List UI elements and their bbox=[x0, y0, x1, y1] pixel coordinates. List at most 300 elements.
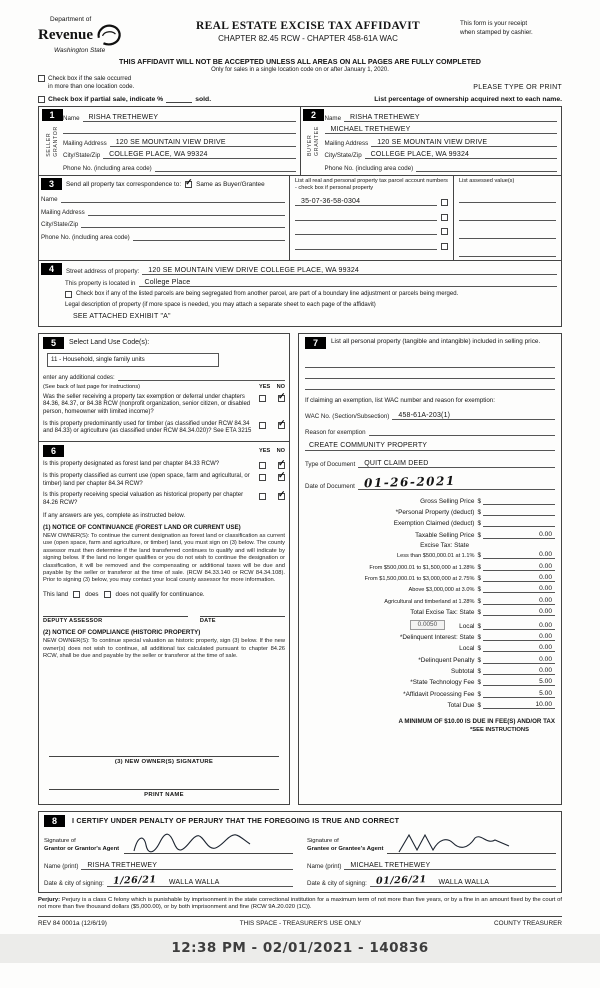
personal-property-line-2[interactable] bbox=[305, 368, 555, 379]
state-technology-fee-field[interactable]: 5.00 bbox=[483, 678, 555, 686]
buyer-name2-value: MICHAEL TRETHEWEY bbox=[330, 126, 411, 134]
financial-rows bbox=[305, 497, 555, 713]
parcel-3-personal-checkbox[interactable] bbox=[441, 228, 448, 235]
taxable-selling-field[interactable]: 0.00 bbox=[483, 531, 555, 539]
taxable-selling-label: Taxable Selling Price bbox=[415, 531, 475, 539]
parcel-row-3 bbox=[295, 226, 448, 235]
parcel-1-value: 35-07-36-58-0304 bbox=[301, 198, 361, 206]
grantor-date-field[interactable] bbox=[107, 875, 163, 887]
total-excise-label: Total Excise Tax: State bbox=[410, 609, 475, 617]
located-in-field[interactable] bbox=[139, 278, 557, 287]
corr-mailing-field[interactable] bbox=[88, 207, 285, 216]
grantor-date-city-label: Date & city of signing: bbox=[44, 879, 104, 887]
print-name-field[interactable] bbox=[49, 780, 279, 790]
doc-date-label: Date of Document bbox=[305, 482, 355, 490]
section-5-header bbox=[43, 337, 285, 349]
buyer-name-field[interactable] bbox=[344, 113, 557, 122]
grantee-name-print-field[interactable] bbox=[344, 861, 556, 870]
assessed-4-field[interactable] bbox=[459, 248, 556, 257]
delinquent-penalty-row bbox=[305, 656, 555, 664]
grantee-name-print-value: MICHAEL TRETHEWEY bbox=[350, 861, 431, 869]
local-rate-box: 0.0050 bbox=[410, 620, 446, 630]
assessed-1-field[interactable] bbox=[459, 194, 556, 203]
partial-sale-percent-field[interactable] bbox=[166, 95, 192, 103]
exemption-claimed-row bbox=[305, 519, 555, 527]
local-label: Local bbox=[459, 622, 475, 630]
gross-selling-label: Gross Selling Price bbox=[420, 497, 475, 505]
historical-no-checkmark: ✓ bbox=[278, 489, 286, 500]
partial-sale-row bbox=[38, 95, 562, 103]
rate3-label: From $1,500,000.01 to $3,000,000 at 2.75% bbox=[364, 575, 475, 582]
delinquent-interest-state-field[interactable]: 0.00 bbox=[483, 633, 555, 641]
taxable-selling-row bbox=[305, 531, 555, 539]
segregated-row bbox=[65, 291, 557, 298]
wac-field[interactable] bbox=[392, 411, 555, 420]
send-correspondence-row bbox=[41, 178, 285, 191]
parcel-1-personal-checkbox[interactable] bbox=[441, 199, 448, 206]
delinquent-interest-state-row bbox=[305, 633, 555, 641]
delinquent-penalty-label: *Delinquent Penalty bbox=[418, 656, 475, 664]
section-5-badge: 5 bbox=[43, 337, 64, 349]
grantor-date-city-row bbox=[44, 875, 293, 887]
new-owner-signature-caption: (3) NEW OWNER(S) SIGNATURE bbox=[114, 758, 214, 765]
reason-value[interactable]: CREATE COMMUNITY PROPERTY bbox=[305, 442, 555, 451]
form-header bbox=[38, 16, 562, 54]
seller-name-value: RISHA TRETHEWEY bbox=[88, 113, 159, 121]
question-current-use bbox=[43, 469, 286, 488]
this-land-label: This land bbox=[43, 590, 69, 598]
grantee-name-print-label: Name (print) bbox=[307, 862, 342, 870]
rate3-row bbox=[305, 574, 555, 582]
dollar-sign: $ bbox=[477, 520, 481, 528]
doc-date-row bbox=[305, 473, 555, 490]
land-use-title: Select Land Use Code(s): bbox=[69, 339, 150, 347]
deputy-assessor-col bbox=[43, 608, 188, 625]
buyer-phone-row bbox=[325, 159, 558, 172]
forest-no-checkmark: ✓ bbox=[278, 457, 286, 468]
excise-state-header: Excise Tax: State bbox=[420, 542, 469, 550]
seller-mailing-row bbox=[63, 134, 296, 147]
revenue-text: Revenue bbox=[38, 26, 93, 43]
dollar-sign: $ bbox=[477, 586, 481, 594]
personal-property-line-3[interactable] bbox=[305, 379, 555, 390]
buyer-side-column bbox=[303, 109, 325, 172]
total-due-field[interactable]: 10.00 bbox=[483, 701, 555, 709]
reason-row bbox=[305, 423, 555, 436]
yes-no-header-6 bbox=[259, 448, 285, 454]
grantor-date-handwritten: 1/26/21 bbox=[112, 873, 157, 887]
doc-date-field[interactable] bbox=[358, 475, 555, 490]
assessed-values-column bbox=[454, 176, 561, 260]
seller-phone-field[interactable] bbox=[155, 163, 296, 172]
assessed-row-2 bbox=[459, 208, 556, 221]
partial-sale-suffix: sold. bbox=[195, 96, 212, 104]
located-in-row bbox=[65, 275, 557, 287]
buyer-mailing-field[interactable] bbox=[371, 138, 557, 147]
parcel-4-field[interactable] bbox=[295, 241, 437, 250]
dollar-sign: $ bbox=[477, 668, 481, 676]
affidavit-processing-fee-label: *Affidavit Processing Fee bbox=[403, 690, 475, 698]
deputy-assessor-row bbox=[43, 608, 285, 625]
seller-name-label: Name bbox=[63, 114, 80, 122]
timestamp-band bbox=[0, 934, 600, 963]
print-name-row bbox=[43, 780, 285, 798]
grantor-signature-column bbox=[44, 830, 293, 887]
exemption-note: If claiming an exemption, list WAC number and reason for exemption: bbox=[305, 396, 495, 404]
street-address-row bbox=[41, 263, 557, 275]
forest-no-checkbox[interactable] bbox=[278, 457, 286, 469]
multi-location-checkbox[interactable] bbox=[38, 75, 45, 82]
rate4-field[interactable]: 0.00 bbox=[483, 585, 555, 593]
see-instructions-note: *SEE INSTRUCTIONS bbox=[470, 726, 529, 733]
total-due-label: Total Due bbox=[447, 702, 475, 710]
treasurer-space-note: THIS SPACE - TREASURER'S USE ONLY bbox=[239, 920, 362, 928]
seller-mailing-value: 120 SE MOUNTAIN VIEW DRIVE bbox=[115, 138, 226, 146]
question-historical-text: Is this property receiving special valuation as historical property per chapter 84.26 RCW? bbox=[43, 492, 244, 506]
corr-city-field[interactable] bbox=[81, 219, 285, 228]
certify-row bbox=[44, 815, 556, 827]
assessed-2-field[interactable] bbox=[459, 212, 556, 221]
additional-codes-row bbox=[43, 372, 285, 381]
parcel-row-2 bbox=[295, 212, 448, 221]
historical-no-checkbox[interactable] bbox=[278, 489, 286, 500]
parcel-2-field[interactable] bbox=[295, 212, 437, 221]
grantee-date-city-row bbox=[307, 875, 556, 887]
rate2-field[interactable]: 0.00 bbox=[483, 563, 555, 571]
this-land-row bbox=[43, 591, 285, 598]
seller-name2-field[interactable] bbox=[63, 125, 296, 134]
section-3-correspondence bbox=[39, 176, 289, 260]
notice-continuance-title: (1) NOTICE OF CONTINUANCE (FOREST LAND OR CURRENT USE) bbox=[43, 523, 241, 531]
total-excise-field[interactable]: 0.00 bbox=[483, 608, 555, 616]
delinquent-interest-local-label: Local bbox=[459, 645, 475, 653]
buyer-mailing-label: Mailing Address bbox=[324, 139, 369, 147]
personal-property-line-1[interactable] bbox=[305, 357, 555, 368]
corr-name-label: Name bbox=[41, 196, 58, 204]
grantee-date-city-label: Date & city of signing: bbox=[307, 879, 367, 887]
parcel-row-1 bbox=[295, 197, 448, 206]
perjury-text: Perjury is a class C felony which is punishable by imprisonment in the state correctional institution for a maximum term of not more than five years, or by a fine in an amount fixed by the court of not more than five thousand dollars ($5,000.00), or by both imprisonment and fine (RCW 9A.20.020 (1C)). bbox=[38, 896, 563, 911]
section-6-badge: 6 bbox=[43, 445, 64, 457]
yes-label-6: YES bbox=[259, 447, 271, 454]
scan-timestamp: 12:38 PM - 02/01/2021 - 140836 bbox=[171, 940, 429, 957]
question-current-use-text: Is this property classified as current use (open space, farm and agricultural, or timber) land per chapter 84.34 RCW? bbox=[43, 472, 250, 487]
personal-property-row bbox=[305, 508, 555, 516]
dollar-sign: $ bbox=[477, 633, 481, 641]
legal-description-label: Legal description of property (if more space is needed, you may attach a separate sheet to each page of the affidavit) bbox=[65, 301, 376, 308]
seller-name-field[interactable] bbox=[83, 113, 296, 122]
street-address-value: 120 SE MOUNTAIN VIEW DRIVE COLLEGE PLACE, WA 99324 bbox=[148, 266, 359, 274]
section-8-badge: 8 bbox=[44, 815, 65, 827]
left-column bbox=[38, 333, 290, 805]
timber-yes-checkbox[interactable] bbox=[259, 422, 266, 429]
revenue-swoosh-icon bbox=[95, 23, 123, 47]
subtotal-field[interactable]: 0.00 bbox=[483, 667, 555, 675]
no-label: NO bbox=[276, 383, 285, 390]
grantee-signature-label bbox=[307, 838, 387, 854]
delinquent-interest-state-label: *Delinquent Interest: State bbox=[399, 633, 475, 641]
street-address-field[interactable] bbox=[142, 266, 557, 275]
historical-yes-checkbox[interactable] bbox=[259, 493, 266, 500]
grantee-vertical-word: GRANTEE bbox=[314, 126, 320, 157]
same-as-buyer-checkbox[interactable] bbox=[185, 176, 193, 188]
perjury-note bbox=[38, 897, 562, 913]
parcel-numbers-column bbox=[289, 176, 454, 260]
grantor-city-value: WALLA WALLA bbox=[168, 878, 220, 886]
footer-bar bbox=[38, 916, 562, 927]
parcel-numbers-header: List all real and personal property tax parcel account numbers - check box if personal property bbox=[295, 177, 448, 191]
question-historical-checkboxes bbox=[259, 489, 286, 500]
corr-phone-label: Phone No. (including area code) bbox=[41, 233, 130, 241]
buyer-fields bbox=[325, 109, 558, 172]
segregated-label: Check box if any of the listed parcels are being segregated from another parcel, are part of a boundary line adjustment or parcels being merged. bbox=[76, 291, 459, 298]
gross-selling-field[interactable] bbox=[483, 497, 555, 505]
corr-name-field[interactable] bbox=[61, 194, 285, 203]
current-use-yes-checkbox[interactable] bbox=[259, 474, 266, 481]
dept-of-text: Department of bbox=[50, 16, 92, 23]
question-exemption-text: Was the seller receiving a property tax exemption or deferral under chapters 84.36, 84.37, or 84.38 RCW (nonprofit organization, senior citizen, or disabled person, homeowner with limited income)? bbox=[43, 393, 251, 415]
does-not-label: does not qualify for continuance. bbox=[115, 590, 205, 598]
signatures-grid bbox=[44, 830, 556, 887]
doc-date-handwritten: 01-26-2021 bbox=[363, 473, 456, 490]
grantor-name-print-row bbox=[44, 859, 293, 870]
personal-property-field[interactable] bbox=[483, 508, 555, 516]
state-technology-fee-label: *State Technology Fee bbox=[410, 679, 475, 687]
buyer-mailing-value: 120 SE MOUNTAIN VIEW DRIVE bbox=[377, 138, 488, 146]
assessed-row-1 bbox=[459, 190, 556, 203]
doc-type-field[interactable] bbox=[358, 459, 555, 468]
partial-sale-label: Check box if partial sale, indicate % bbox=[48, 96, 164, 104]
buyer-city-field[interactable] bbox=[365, 150, 557, 159]
buyer-name2-field[interactable] bbox=[325, 125, 558, 134]
exemption-no-checkmark: ✓ bbox=[278, 390, 286, 401]
buyer-name-label: Name bbox=[324, 114, 342, 122]
additional-codes-field[interactable] bbox=[118, 372, 285, 381]
seller-city-row bbox=[63, 147, 296, 160]
dollar-sign: $ bbox=[477, 645, 481, 653]
assessed-row-3 bbox=[459, 226, 556, 239]
certify-statement: I CERTIFY UNDER PENALTY OF PERJURY THAT THE FOREGOING IS TRUE AND CORRECT bbox=[72, 816, 400, 826]
dollar-sign: $ bbox=[477, 609, 481, 617]
parcel-3-field[interactable] bbox=[295, 226, 437, 235]
grantee-signature-field[interactable] bbox=[387, 830, 556, 854]
multi-location-label: Check box if the sale occurred in more than one location code. bbox=[48, 75, 135, 91]
exemption-no-checkbox[interactable] bbox=[278, 390, 286, 402]
timber-no-checkbox[interactable] bbox=[278, 417, 286, 429]
grantor-signature-field[interactable] bbox=[124, 830, 293, 854]
grantee-signature bbox=[391, 831, 521, 857]
parcel-2-personal-checkbox[interactable] bbox=[441, 214, 448, 221]
revenue-logo-row bbox=[38, 23, 156, 47]
form-title: REAL ESTATE EXCISE TAX AFFIDAVIT bbox=[196, 20, 420, 32]
current-use-no-checkbox[interactable] bbox=[278, 469, 286, 481]
grantor-name-print-value: RISHA TRETHEWEY bbox=[87, 861, 158, 869]
assessed-row-4 bbox=[459, 244, 556, 257]
agricultural-field[interactable]: 0.00 bbox=[483, 597, 555, 605]
grantee-agent-label: Grantee or Grantee's Agent bbox=[307, 845, 384, 852]
affidavit-processing-fee-field[interactable]: 5.00 bbox=[483, 690, 555, 698]
accept-warning: THIS AFFIDAVIT WILL NOT BE ACCEPTED UNLESS ALL AREAS ON ALL PAGES ARE FULLY COMPLETED bbox=[119, 57, 481, 66]
assessor-date-col bbox=[200, 608, 285, 625]
grantee-name-print-row bbox=[307, 859, 556, 870]
corr-name-row bbox=[41, 191, 285, 204]
gross-selling-row bbox=[305, 497, 555, 505]
grantor-signature-label bbox=[44, 838, 124, 854]
question-forest-land bbox=[43, 457, 286, 469]
assessor-date-field[interactable] bbox=[200, 608, 285, 617]
doc-type-row bbox=[305, 456, 555, 468]
parcel-row-4 bbox=[295, 241, 448, 250]
rate1-field[interactable]: 0.00 bbox=[483, 551, 555, 559]
seller-mailing-field[interactable] bbox=[110, 138, 296, 147]
deputy-assessor-signature-field[interactable] bbox=[43, 608, 188, 617]
same-as-buyer-checkmark: ✓ bbox=[185, 176, 193, 187]
yes-no-header-5 bbox=[259, 384, 285, 390]
multi-location-row bbox=[38, 75, 562, 91]
section-7-header bbox=[305, 337, 555, 349]
seller-side-column bbox=[41, 109, 63, 172]
exemption-claimed-field[interactable] bbox=[483, 519, 555, 527]
send-correspondence-label: Send all property tax correspondence to: bbox=[66, 180, 182, 188]
dollar-sign: $ bbox=[477, 531, 481, 539]
state-technology-fee-row bbox=[305, 678, 555, 686]
grantor-city-field[interactable] bbox=[163, 879, 293, 887]
dollar-sign: $ bbox=[477, 574, 481, 582]
total-due-row bbox=[305, 701, 555, 709]
agricultural-row bbox=[305, 597, 555, 605]
grantee-signature-column bbox=[293, 830, 556, 887]
dollar-sign: $ bbox=[477, 552, 481, 560]
seller-phone-label: Phone No. (including area code) bbox=[63, 164, 152, 172]
does-checkbox[interactable] bbox=[73, 591, 80, 598]
dollar-sign: $ bbox=[477, 702, 481, 710]
buyer-city-label: City/State/Zip bbox=[324, 152, 362, 160]
buyer-phone-field[interactable] bbox=[416, 163, 557, 172]
local-field[interactable]: 0.00 bbox=[483, 622, 555, 630]
buyer-city-row bbox=[325, 147, 558, 160]
new-owner-signature-block bbox=[43, 732, 285, 798]
reason-label: Reason for exemption bbox=[305, 428, 366, 436]
notice-compliance-body: NEW OWNER(S): To continue special valuation as historic property, sign (3) below. If the new owner(s) does not wish to continue, all additional tax calculated pursuant to chapter 84.26 RCW, shall be due and payable by the seller or transferor at the time of sale. bbox=[43, 638, 285, 660]
rate4-row bbox=[305, 585, 555, 593]
affidavit-processing-fee-row bbox=[305, 690, 555, 698]
forest-yes-checkbox[interactable] bbox=[259, 462, 266, 469]
grantor-agent-label: Grantor or Grantor's Agent bbox=[44, 845, 120, 852]
land-use-code-box[interactable]: 11 - Household, single family units bbox=[47, 353, 219, 367]
grantor-vertical-word: GRANTOR bbox=[52, 126, 59, 157]
wac-value: 458-61A-203(1) bbox=[398, 412, 451, 420]
rate3-field[interactable]: 0.00 bbox=[483, 574, 555, 582]
buyer-name-value: RISHA TRETHEWEY bbox=[350, 113, 420, 121]
washington-state-text: Washington State bbox=[54, 47, 106, 54]
doc-type-label: Type of Document bbox=[305, 460, 356, 468]
delinquent-interest-local-field[interactable]: 0.00 bbox=[483, 644, 555, 652]
seller-phone-row bbox=[63, 159, 296, 172]
does-label: does bbox=[85, 590, 99, 598]
partial-sale-checkbox[interactable] bbox=[38, 96, 45, 103]
does-not-checkbox[interactable] bbox=[104, 591, 111, 598]
located-in-value: College Place bbox=[144, 278, 191, 286]
question-forest-checkboxes bbox=[259, 457, 286, 469]
seller-section bbox=[39, 107, 300, 175]
form-chapter: CHAPTER 82.45 RCW - CHAPTER 458-61A WAC bbox=[218, 34, 398, 43]
seller-city-field[interactable] bbox=[103, 150, 295, 159]
street-address-label: Street address of property: bbox=[66, 267, 140, 275]
question-current-use-checkboxes bbox=[259, 469, 286, 481]
section-8 bbox=[38, 811, 562, 893]
new-owner-signature-field[interactable] bbox=[49, 747, 279, 757]
notice-continuance-body: NEW OWNER(S): To continue the current designation as forest land or classification as current use (open space, farm and agriculture, or timber) land, you must sign on (3) below. The county assessor must then determine if the land transferred continues to qualify and will indicate by signing below. If the land no longer qualifies or you do not wish to continue the designation or classification, it will be removed and the compensating or additional taxes will be due and payable by the seller or transferor at the time of sale. (RCW 84.33.140 or RCW 84.34.108). Prior to signing (3) below, you may contact your local county assessor for more information. bbox=[43, 532, 285, 584]
exemption-claimed-label: Exemption Claimed (deduct) bbox=[393, 520, 475, 528]
assessor-date-label: DATE bbox=[199, 618, 216, 625]
reason-field[interactable] bbox=[369, 427, 555, 436]
additional-codes-label: enter any additional codes: bbox=[43, 374, 115, 381]
rev-code: REV 84 0001a (12/6/19) bbox=[38, 920, 107, 928]
seller-name2-row bbox=[63, 122, 296, 135]
grantor-signature-row bbox=[44, 830, 293, 854]
parties-section bbox=[38, 106, 562, 176]
timber-no-checkmark: ✓ bbox=[278, 417, 286, 428]
parcel-1-field[interactable] bbox=[295, 197, 437, 206]
ownership-note: List percentage of ownership acquired next to each name. bbox=[374, 96, 562, 104]
section-1-badge: 1 bbox=[42, 109, 63, 121]
parcel-4-personal-checkbox[interactable] bbox=[441, 243, 448, 250]
corr-phone-field[interactable] bbox=[133, 232, 285, 241]
assessed-3-field[interactable] bbox=[459, 230, 556, 239]
legal-description-value[interactable]: SEE ATTACHED EXHIBIT "A" bbox=[73, 312, 171, 320]
grantee-sig-of: Signature of bbox=[307, 837, 339, 844]
corr-mailing-row bbox=[41, 203, 285, 216]
dollar-sign: $ bbox=[477, 509, 481, 516]
delinquent-penalty-field[interactable]: 0.00 bbox=[483, 656, 555, 664]
grantor-name-print-field[interactable] bbox=[81, 861, 293, 870]
please-type-note: PLEASE TYPE OR PRINT bbox=[473, 84, 562, 92]
grantee-city-field[interactable] bbox=[432, 879, 556, 887]
personal-property-title: List all personal property (tangible and intangible) included in selling price. bbox=[331, 337, 541, 345]
rate1-row bbox=[305, 551, 555, 559]
yes-label: YES bbox=[259, 383, 271, 390]
grantee-date-handwritten: 01/26/21 bbox=[375, 873, 427, 887]
corr-phone-row bbox=[41, 228, 285, 241]
segregated-checkbox[interactable] bbox=[65, 291, 72, 298]
grantee-date-field[interactable] bbox=[370, 875, 433, 887]
total-excise-row bbox=[305, 608, 555, 616]
perjury-title: Perjury: bbox=[38, 896, 61, 903]
rate2-label: From $500,000.01 to $1,500,000 at 1.28% bbox=[369, 564, 475, 571]
receipt-note-line2: when stamped by cashier. bbox=[460, 28, 533, 36]
if-yes-note: If any answers are yes, complete as instructed below. bbox=[43, 512, 186, 519]
delinquent-interest-local-row bbox=[305, 644, 555, 652]
exemption-yes-checkbox[interactable] bbox=[259, 395, 266, 402]
dollar-sign: $ bbox=[477, 622, 481, 630]
new-owner-signature-row bbox=[43, 747, 285, 765]
seller-name-row bbox=[63, 109, 296, 122]
buyer-name-row bbox=[325, 109, 558, 122]
section-6-header bbox=[43, 445, 285, 457]
question-timber-checkboxes bbox=[259, 417, 286, 429]
subtotal-label: Subtotal bbox=[450, 668, 475, 676]
buyer-phone-label: Phone No. (including area code) bbox=[324, 164, 414, 172]
section-4 bbox=[38, 261, 562, 327]
wac-row bbox=[305, 408, 555, 421]
seller-grantor-vertical-label bbox=[46, 126, 59, 157]
grantee-signature-row bbox=[307, 830, 556, 854]
question-exemption-deferral bbox=[43, 390, 286, 417]
section-7-badge: 7 bbox=[305, 337, 326, 349]
rate2-row bbox=[305, 563, 555, 571]
rate4-label: Above $3,000,000 at 3.0% bbox=[408, 587, 475, 594]
section-6 bbox=[38, 442, 290, 805]
